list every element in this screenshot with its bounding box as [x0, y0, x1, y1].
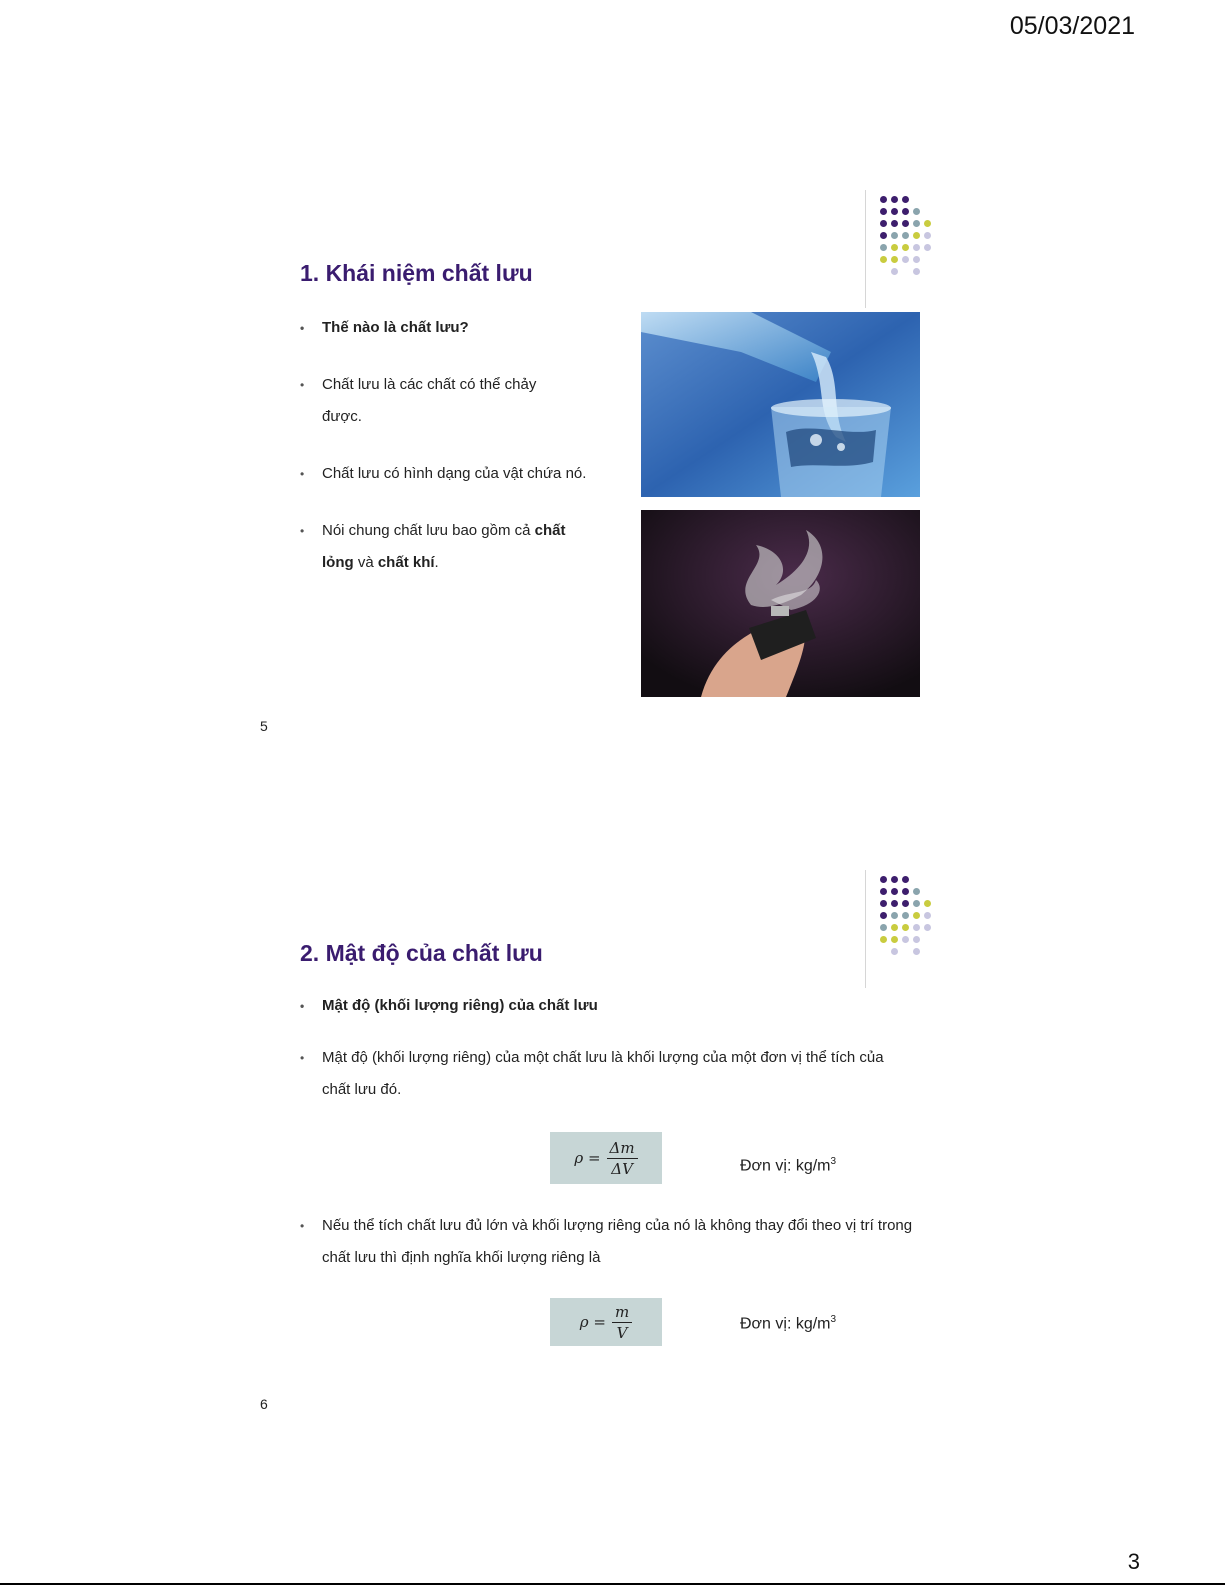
- decorative-dot: [913, 256, 920, 263]
- water-pouring-photo: [641, 312, 920, 497]
- decorative-dot: [880, 912, 887, 919]
- slide-number: 5: [260, 718, 268, 734]
- divider: [865, 190, 866, 308]
- decorative-dot: [891, 936, 898, 943]
- decorative-dot: [880, 888, 887, 895]
- steam-photo: [641, 510, 920, 697]
- decorative-dot: [913, 912, 920, 919]
- decorative-dot: [924, 900, 931, 907]
- bullet-item: • Mật độ (khối lượng riêng) của chất lưu: [300, 990, 915, 1022]
- page-number: 3: [1127, 1549, 1140, 1574]
- decorative-dot: [880, 232, 887, 239]
- unit-label: Đơn vị: $kg/m^3$: [740, 1156, 837, 1175]
- bullet-item: • Chất lưu là các chất có thể chảy được.: [300, 369, 577, 433]
- decorative-dot: [880, 924, 887, 931]
- slide-5: [250, 190, 970, 750]
- decorative-dot: [880, 900, 887, 907]
- decorative-dot: [924, 244, 931, 251]
- decorative-dot: [891, 900, 898, 907]
- decorative-dot: [891, 208, 898, 215]
- decorative-dot: [924, 924, 931, 931]
- decorative-dot: [913, 948, 920, 955]
- decorative-dot: [902, 232, 909, 239]
- decorative-dot: [891, 232, 898, 239]
- decorative-dot: [902, 936, 909, 943]
- bullet-item: • Mật độ (khối lượng riêng) của một chất lưu là khối lượng của một đơn vị thể tích của chất lưu đó.: [300, 1042, 915, 1106]
- decorative-dot-grid: [880, 876, 960, 986]
- decorative-dot: [902, 196, 909, 203]
- decorative-dot: [913, 208, 920, 215]
- decorative-dot-grid: [880, 196, 960, 306]
- decorative-dot: [902, 220, 909, 227]
- decorative-dot: [891, 256, 898, 263]
- bullet-item: • Thế nào là chất lưu?: [300, 312, 605, 344]
- bullet-list: [300, 1210, 915, 1274]
- decorative-dot: [891, 244, 898, 251]
- decorative-dot: [880, 244, 887, 251]
- decorative-dot: [891, 924, 898, 931]
- decorative-dot: [880, 936, 887, 943]
- divider: [865, 870, 866, 988]
- slide-6: [250, 870, 970, 1430]
- decorative-dot: [913, 936, 920, 943]
- decorative-dot: [891, 876, 898, 883]
- decorative-dot: [880, 876, 887, 883]
- bullet-item: • Chất lưu có hình dạng của vật chứa nó.: [300, 458, 602, 490]
- decorative-dot: [880, 220, 887, 227]
- decorative-dot: [891, 888, 898, 895]
- slide-title: 2. Mật độ của chất lưu: [300, 940, 543, 966]
- decorative-dot: [880, 208, 887, 215]
- density-formula: ρ = $\frac{m}{V}$: [550, 1298, 662, 1346]
- decorative-dot: [913, 268, 920, 275]
- decorative-dot: [913, 244, 920, 251]
- decorative-dot: [913, 232, 920, 239]
- bullet-list: [300, 990, 915, 1106]
- decorative-dot: [891, 268, 898, 275]
- decorative-dot: [913, 900, 920, 907]
- page-date: 05/03/2021: [1009, 12, 1135, 40]
- decorative-dot: [913, 888, 920, 895]
- decorative-dot: [891, 948, 898, 955]
- decorative-dot: [891, 220, 898, 227]
- decorative-dot: [891, 912, 898, 919]
- bullet-item: • Nói chung chất lưu bao gồm cả chất lỏng và chất khí.: [300, 515, 577, 579]
- bullet-list: [300, 312, 605, 579]
- decorative-dot: [924, 232, 931, 239]
- decorative-dot: [924, 912, 931, 919]
- decorative-dot: [902, 244, 909, 251]
- decorative-dot: [902, 888, 909, 895]
- decorative-dot: [902, 256, 909, 263]
- decorative-dot: [902, 912, 909, 919]
- decorative-dot: [902, 208, 909, 215]
- decorative-dot: [902, 876, 909, 883]
- decorative-dot: [924, 220, 931, 227]
- slide-number: 6: [260, 1396, 268, 1412]
- decorative-dot: [880, 196, 887, 203]
- decorative-dot: [891, 196, 898, 203]
- bullet-item: • Nếu thể tích chất lưu đủ lớn và khối lượng riêng của nó là không thay đổi theo vị trí trong chất lưu thì định nghĩa khối lượng riêng là: [300, 1210, 915, 1274]
- density-formula: ρ = $\frac{\Delta m}{\Delta V}$: [550, 1132, 662, 1184]
- decorative-dot: [913, 220, 920, 227]
- decorative-dot: [902, 900, 909, 907]
- unit-label: Đơn vị: $kg/m^3$: [740, 1314, 837, 1333]
- slide-title: 1. Khái niệm chất lưu: [300, 260, 533, 286]
- decorative-dot: [913, 924, 920, 931]
- decorative-dot: [902, 924, 909, 931]
- decorative-dot: [880, 256, 887, 263]
